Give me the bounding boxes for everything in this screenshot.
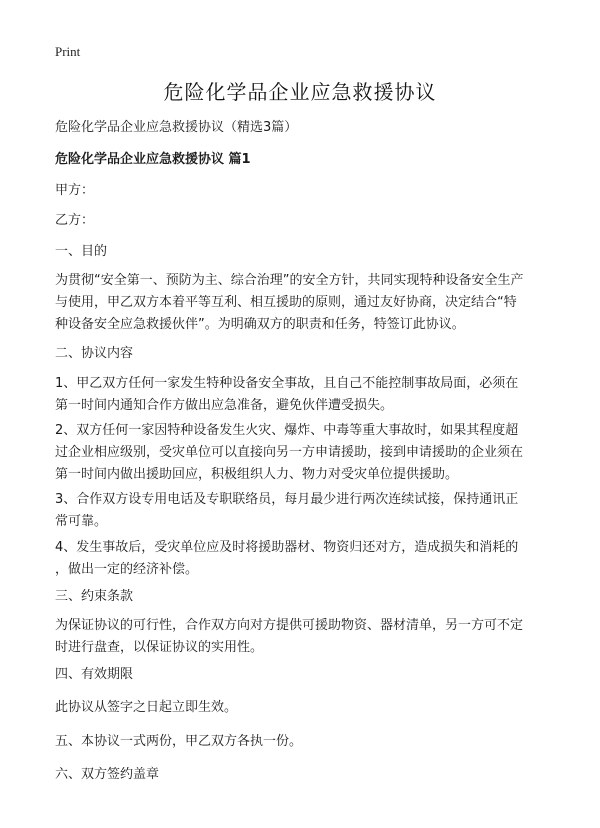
text-line: 种设备安全应急救援伙伴”。为明确双方的职责和任务，特签订此协议。 — [55, 317, 465, 332]
text-line: 与使用，甲乙双方本着平等互利、相互援助的原则，通过友好协商，决定结合“特 — [55, 295, 517, 310]
section-4-text: 此协议从签字之日起立即生效。 — [55, 700, 238, 715]
section-2-item-2 — [55, 420, 550, 486]
section-3-paragraph — [55, 615, 550, 659]
section-1-heading: 一、目的 — [55, 244, 108, 259]
text-line: 时进行盘查，以保证协议的实用性。 — [55, 640, 264, 655]
text-line: 为贯彻“安全第一、预防为主、综合治理”的安全方针，共同实现特种设备安全生产 — [55, 273, 524, 288]
section-2-item-4 — [55, 537, 550, 581]
party-b-label: 乙方： — [55, 213, 95, 228]
text-line: 为保证协议的可行性，合作双方向对方提供可援助物资、器材清单，另一方可不定 — [55, 618, 524, 633]
page-title: 危险化学品企业应急救援协议 — [163, 80, 437, 104]
section-2-item-3 — [55, 489, 550, 533]
subtitle: 危险化学品企业应急救援协议（精选3篇） — [55, 120, 298, 135]
text-line: ，做出一定的经济补偿。 — [55, 562, 199, 577]
section-2-item-1 — [55, 373, 550, 417]
text-line: 2、双方任何一家因特种设备发生火灾、爆炸、中毒等重大事故时，如果其程度超 — [55, 423, 519, 438]
section-2-heading: 二、协议内容 — [55, 346, 134, 361]
section-3-heading: 三、约束条款 — [55, 589, 134, 604]
text-line: 第一时间内做出援助回应，积极组织人力、物力对受灾单位提供援助。 — [55, 467, 459, 482]
text-line: 3、合作双方设专用电话及专职联络员，每月最少进行两次连续试接，保持通讯正 — [55, 492, 519, 507]
print-link[interactable]: Print — [55, 44, 81, 59]
section-1-paragraph — [55, 270, 550, 336]
text-line: 1、甲乙双方任何一家发生特种设备安全事故，且自己不能控制事故局面，必须在 — [55, 376, 519, 391]
section-4-heading: 四、有效期限 — [55, 667, 134, 682]
text-line: 过企业相应级别，受灾单位可以直接向另一方申请援助，接到申请援助的企业须在 — [55, 445, 524, 460]
text-line: 第一时间内通知合作方做出应急准备，避免伙伴遭受损失。 — [55, 398, 394, 413]
section-6-heading: 六、双方签约盖章 — [55, 767, 160, 782]
section-5-text: 五、本协议一式两份，甲乙双方各执一份。 — [55, 734, 303, 749]
text-line: 常可靠。 — [55, 514, 108, 529]
party-a-label: 甲方： — [55, 183, 95, 198]
part-heading: 危险化学品企业应急救援协议 篇1 — [55, 152, 251, 167]
text-line: 4、发生事故后，受灾单位应及时将援助器材、物资归还对方，造成损失和消耗的 — [55, 540, 519, 555]
